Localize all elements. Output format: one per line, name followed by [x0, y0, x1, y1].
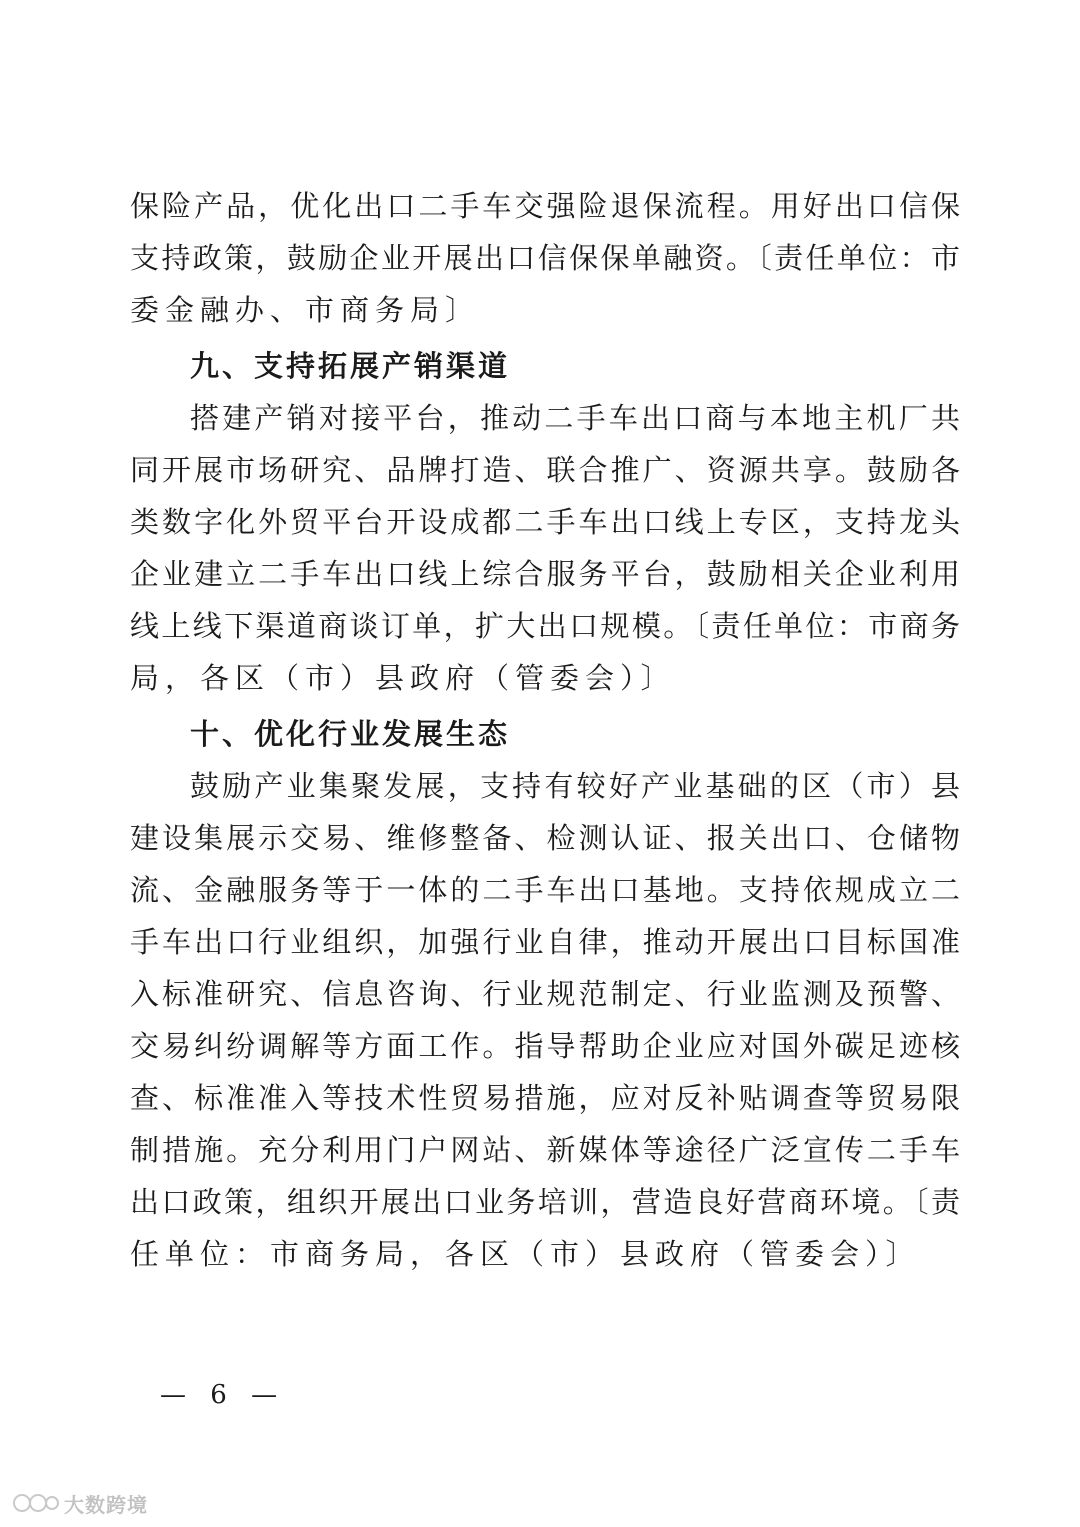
paragraph-line: 搭建产销对接平台，推动二手车出口商与本地主机厂共 — [190, 401, 960, 435]
watermark-text: 大数跨境 — [64, 1492, 148, 1517]
paragraph-line: 保险产品，优化出口二手车交强险退保流程。用好出口信保 — [130, 189, 960, 223]
paragraph-line: 类数字化外贸平台开设成都二手车出口线上专区，支持龙头 — [130, 505, 960, 539]
paragraph-line: 局，各区（市）县政府（管委会）〕 — [130, 661, 676, 695]
section-heading-9: 九、支持拓展产销渠道 — [190, 349, 511, 383]
paragraph-line: 查、标准准入等技术性贸易措施，应对反补贴调查等贸易限 — [130, 1081, 960, 1115]
paragraph-line: 同开展市场研究、品牌打造、联合推广、资源共享。鼓励各 — [130, 453, 960, 487]
section-heading-10: 十、优化行业发展生态 — [190, 717, 511, 751]
paragraph-line: 建设集展示交易、维修整备、检测认证、报关出口、仓储物 — [130, 821, 960, 855]
paragraph-line: 制措施。充分利用门户网站、新媒体等途径广泛宣传二手车 — [130, 1133, 960, 1167]
paragraph-line: 入标准研究、信息咨询、行业规范制定、行业监测及预警、 — [130, 977, 960, 1011]
paragraph-line: 任单位：市商务局，各区（市）县政府（管委会）〕 — [130, 1237, 921, 1271]
paragraph-line: 支持政策，鼓励企业开展出口信保保单融资。〔责任单位：市 — [130, 241, 960, 275]
watermark — [12, 1488, 148, 1518]
page-number: — 6 — — [160, 1380, 286, 1410]
paragraph-line: 委金融办、市商务局〕 — [130, 293, 481, 327]
paragraph-line: 鼓励产业集聚发展，支持有较好产业基础的区（市）县 — [190, 769, 960, 803]
paragraph-line: 出口政策，组织开展出口业务培训，营造良好营商环境。〔责 — [130, 1185, 960, 1219]
paragraph-line: 企业建立二手车出口线上综合服务平台，鼓励相关企业利用 — [130, 557, 960, 591]
paragraph-line: 交易纠纷调解等方面工作。指导帮助企业应对国外碳足迹核 — [130, 1029, 960, 1063]
watermark-logo-icon — [12, 1490, 60, 1516]
paragraph-line: 线上线下渠道商谈订单，扩大出口规模。〔责任单位：市商务 — [130, 609, 960, 643]
paragraph-line: 流、金融服务等于一体的二手车出口基地。支持依规成立二 — [130, 873, 960, 907]
paragraph-line: 手车出口行业组织，加强行业自律，推动开展出口目标国准 — [130, 925, 960, 959]
